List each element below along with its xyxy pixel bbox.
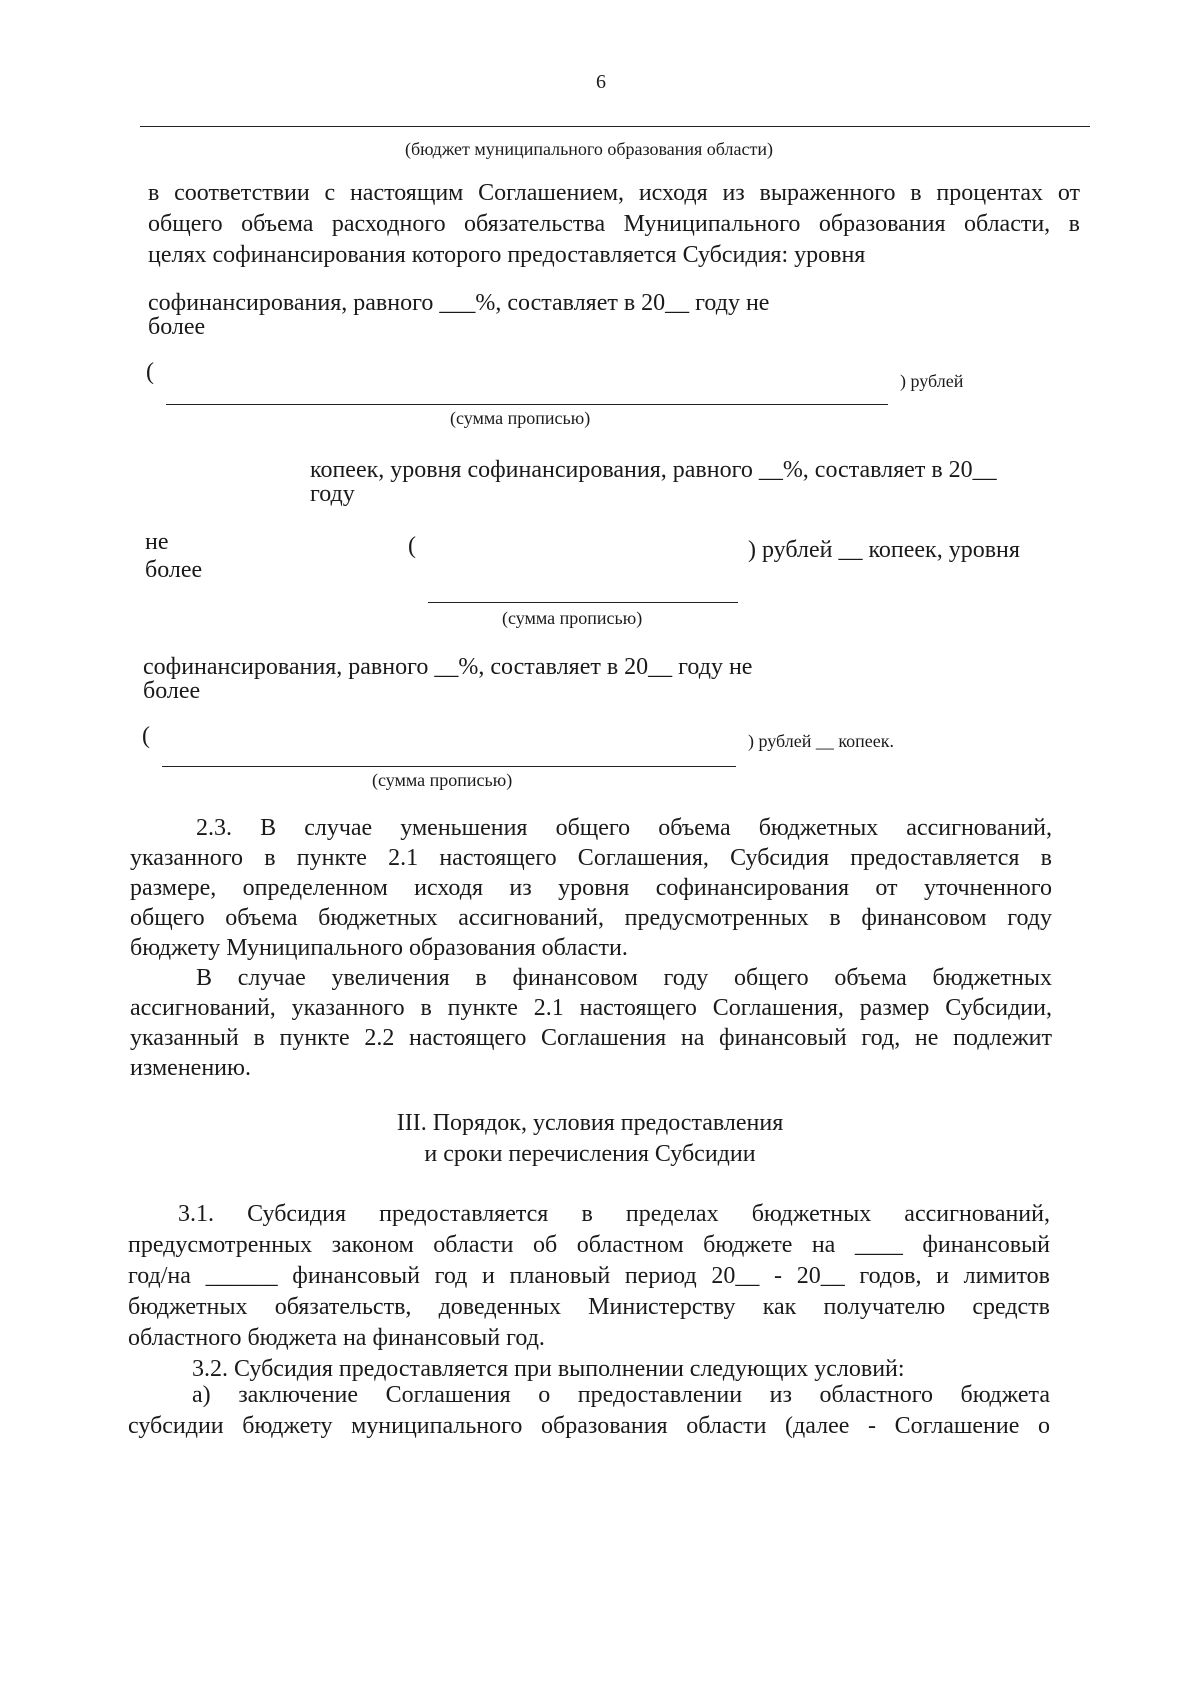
p32a-line-2: субсидии бюджету муниципального образования области (далее - Соглашение о: [128, 1413, 1050, 1439]
block2-caption: (сумма прописью): [502, 608, 643, 628]
block2-line1: копеек, уровня софинансирования, равного __%, составляет в 20__: [310, 457, 997, 483]
intro-line-2: общего объема расходного обязательства Муниципального образования области, в: [148, 211, 1080, 237]
block1-caption: (сумма прописью): [450, 408, 591, 428]
p23-line-4: общего объема бюджетных ассигнований, предусмотренных в финансовом году: [130, 905, 1052, 931]
p23-line-5: бюджету Муниципального образования области.: [130, 935, 628, 961]
p23-line-1: 2.3. В случае уменьшения общего объема бюджетных ассигнований,: [196, 815, 1052, 841]
p23b-line-1: В случае увеличения в финансовом году общего объема бюджетных: [196, 965, 1052, 991]
block2-underline: [428, 602, 738, 603]
block1-open-paren: (: [146, 359, 154, 385]
block1-line1: софинансирования, равного ___%, составляет в 20__ году не: [148, 290, 770, 316]
block2-line2: году: [310, 481, 355, 507]
p31-line-3: год/на ______ финансовый год и плановый период 20__ - 20__ годов, и лимитов: [128, 1263, 1050, 1289]
block3-caption: (сумма прописью): [372, 770, 513, 790]
p23-line-3: размере, определенном исходя из уровня софинансирования от уточненного: [130, 875, 1052, 901]
section3-title-line-1: III. Порядок, условия предоставления: [396, 1110, 784, 1136]
intro-line-3: целях софинансирования которого предоставляется Субсидия: уровня: [148, 242, 866, 268]
p32a-line-1: а) заключение Соглашения о предоставлении из областного бюджета: [192, 1382, 1050, 1408]
block3-underline: [162, 766, 736, 767]
p31-line-1: 3.1. Субсидия предоставляется в пределах бюджетных ассигнований,: [178, 1201, 1050, 1227]
p31-line-5: областного бюджета на финансовый год.: [128, 1325, 545, 1351]
p32: 3.2. Субсидия предоставляется при выполнении следующих условий:: [192, 1356, 905, 1382]
p23b-line-4: изменению.: [130, 1055, 251, 1081]
block3-rub: ) рублей __ копеек.: [748, 731, 895, 751]
intro-line-1: в соответствии с настоящим Соглашением, исходя из выраженного в процентах от: [148, 180, 1080, 206]
block2-bolee: более: [145, 557, 203, 583]
p31-line-2: предусмотренных законом области об областном бюджете на ____ финансовый: [128, 1232, 1050, 1258]
top-caption: (бюджет муниципального образования области): [405, 139, 773, 159]
p23b-line-3: указанный в пункте 2.2 настоящего Соглашения на финансовый год, не подлежит: [130, 1025, 1052, 1051]
top-underline: [140, 126, 1090, 127]
block2-open-paren: (: [408, 533, 416, 559]
page-number: 6: [596, 71, 606, 93]
p23b-line-2: ассигнований, указанного в пункте 2.1 настоящего Соглашения, размер Субсидии,: [130, 995, 1052, 1021]
block1-line2: более: [148, 314, 206, 340]
block3-line1: софинансирования, равного __%, составляет в 20__ году не: [143, 654, 753, 680]
p23-line-2: указанного в пункте 2.1 настоящего Соглашения, Субсидия предоставляется в: [130, 845, 1052, 871]
block2-rub: ) рублей __ копеек, уровня: [748, 537, 1020, 563]
block1-underline: [166, 404, 888, 405]
section3-title-line-2: и сроки перечисления Субсидии: [424, 1141, 756, 1167]
p31-line-4: бюджетных обязательств, доведенных Министерству как получателю средств: [128, 1294, 1050, 1320]
block1-rub: ) рублей: [900, 371, 964, 391]
block3-open-paren: (: [142, 723, 150, 749]
block2-ne: не: [145, 529, 169, 555]
block3-line2: более: [143, 678, 201, 704]
